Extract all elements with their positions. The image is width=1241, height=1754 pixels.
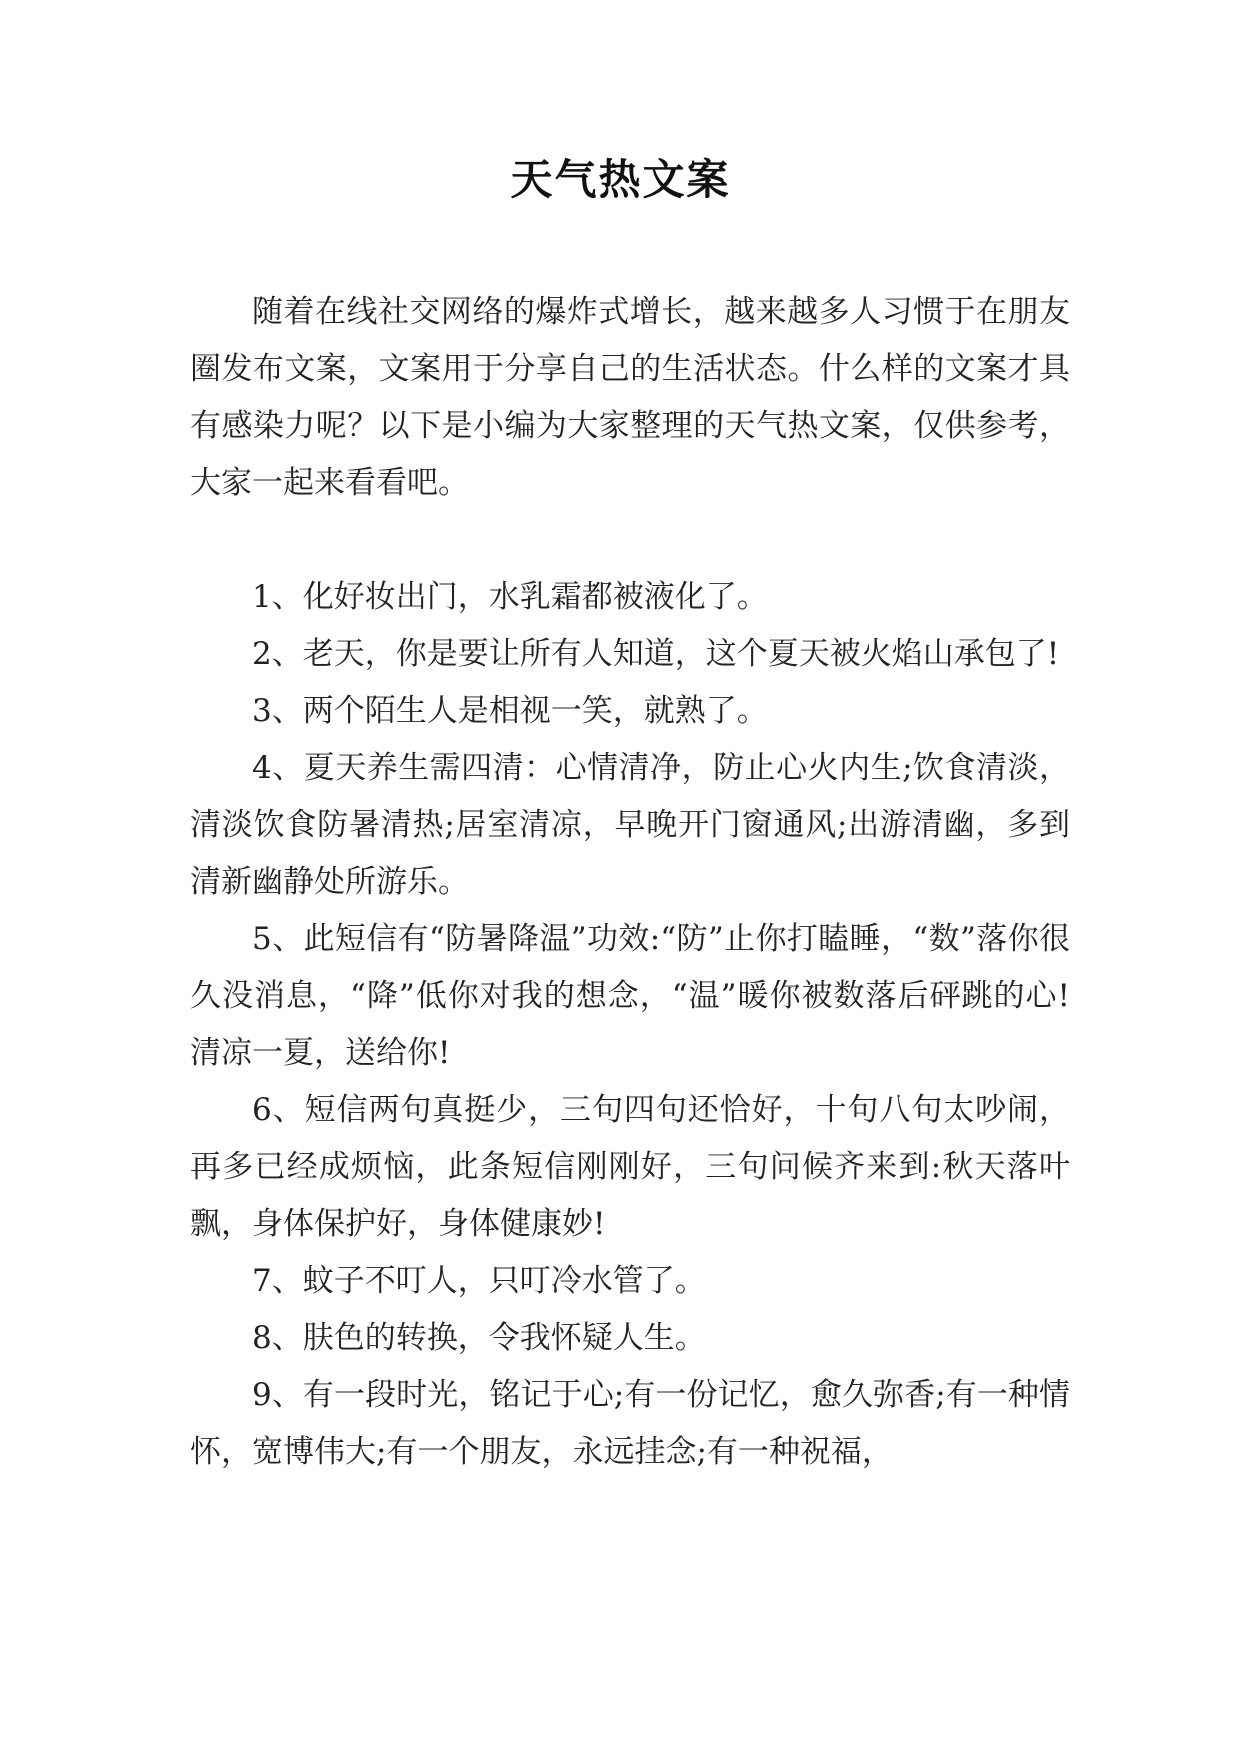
list-item: 5、此短信有“防暑降温”功效:“防”止你打瞌睡，“数”落你很久没消息，“降”低你对我的想念，“温”暖你被数落后砰跳的心!清凉一夏，送给你! [190, 921, 1070, 1071]
list-item: 9、有一段时光，铭记于心;有一份记忆，愈久弥香;有一种情怀，宽博伟大;有一个朋友，永远挂念;有一种祝福， [190, 1377, 1070, 1470]
list-item: 6、短信两句真挺少，三句四句还恰好，十句八句太吵闹，再多已经成烦恼，此条短信刚刚好，三句问候齐来到:秋天落叶飘，身体保护好，身体健康妙! [190, 1092, 1070, 1242]
list-item: 1、化好妆出门，水乳霜都被液化了。 [252, 579, 768, 615]
list-item: 2、老天，你是要让所有人知道，这个夏天被火焰山承包了! [252, 636, 1060, 672]
intro-paragraph: 随着在线社交网络的爆炸式增长，越来越多人习惯于在朋友圈发布文案，文案用于分享自己的生活状态。什么样的文案才具有感染力呢？以下是小编为大家整理的天气热文案，仅供参考，大家一起来看看吧。 [190, 294, 1070, 501]
list-item: 8、肤色的转换，令我怀疑人生。 [252, 1320, 706, 1356]
list-item: 3、两个陌生人是相视一笑，就熟了。 [252, 693, 768, 729]
copy-list [190, 569, 1070, 1481]
list-item: 7、蚊子不叮人，只叮冷水管了。 [252, 1263, 706, 1299]
list-item: 4、夏天养生需四清：心情清净，防止心火内生;饮食清淡，清淡饮食防暑清热;居室清凉，早晚开门窗通风;出游清幽，多到清新幽静处所游乐。 [190, 750, 1070, 900]
document-title: 天气热文案 [510, 155, 731, 204]
document-body [190, 284, 1070, 1481]
